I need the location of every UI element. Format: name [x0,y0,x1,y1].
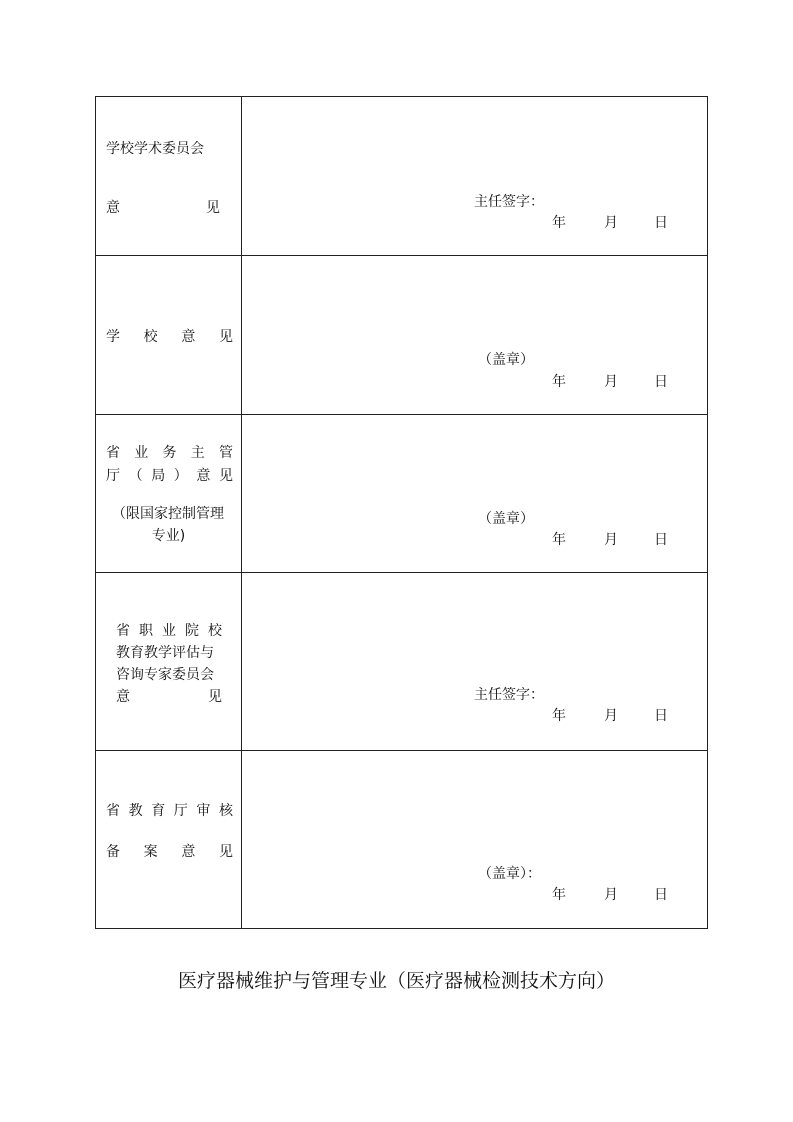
label-char: 见 [218,329,233,345]
row-divider [96,572,707,573]
label-char: 意 [116,689,130,705]
month-label: 月 [604,532,618,548]
provincial-dept-label-line1 [106,442,233,464]
date-line [552,529,668,549]
label-char: 校 [143,329,158,345]
label-char: 厅 [173,803,188,819]
label-char: 意 [196,468,211,484]
label-char: 院 [185,623,199,639]
label-char: 意 [106,200,120,216]
date-line [552,212,668,232]
year-label: 年 [552,708,566,724]
label-char: 务 [162,445,177,461]
label-char: 意 [181,844,196,860]
year-label: 年 [552,374,566,390]
year-label: 年 [552,532,566,548]
document-footer-title: 医疗器械维护与管理专业（医疗器械检测技术方向） [177,970,615,992]
month-label: 月 [604,887,618,903]
label-char: 省 [106,803,120,819]
academic-committee-label: 学校学术委员会 [106,141,204,157]
label-char: 意 [181,329,196,345]
label-char: 见 [208,689,222,705]
date-line [552,705,668,725]
day-label: 日 [654,708,668,724]
label-char: 备 [106,844,120,860]
year-label: 年 [552,887,566,903]
expert-committee-label-line3: 咨询专家委员会 [116,667,214,683]
seal-label: （盖章） [478,511,534,527]
label-char: 核 [218,803,233,819]
education-dept-label-line2 [106,841,233,863]
row-divider [96,750,707,751]
row-divider [96,255,707,256]
academic-committee-label-line2 [106,197,220,219]
label-char: 见 [218,468,233,484]
provincial-dept-label-line2 [106,465,233,487]
label-char: 育 [151,803,166,819]
label-char: 学 [106,329,120,345]
label-char: 省 [106,445,120,461]
row-divider [96,414,707,415]
date-line [552,371,668,391]
education-dept-label-line1 [106,800,233,822]
label-char: 管 [219,445,233,461]
label-char: 主 [190,445,205,461]
expert-committee-label-line2: 教育教学评估与 [116,645,214,661]
label-char: 职 [139,623,153,639]
label-char: 业 [134,445,149,461]
label-char: 业 [162,623,176,639]
label-char: （ [128,468,143,484]
label-char: ） [173,468,188,484]
expert-committee-label-line4 [116,686,222,708]
approval-form-table [95,96,708,929]
label-char: 教 [128,803,143,819]
date-line [552,884,668,904]
seal-label: （盖章）： [478,866,541,882]
day-label: 日 [654,887,668,903]
director-signature-label: 主任签字： [474,687,544,703]
label-char: 省 [116,623,130,639]
column-divider [241,97,242,928]
day-label: 日 [654,532,668,548]
month-label: 月 [604,374,618,390]
year-label: 年 [552,215,566,231]
label-char: 见 [218,844,233,860]
day-label: 日 [654,215,668,231]
expert-committee-label-line1 [116,620,222,642]
day-label: 日 [654,374,668,390]
provincial-dept-note-line2: 专业) [151,528,186,544]
month-label: 月 [604,708,618,724]
label-char: 厅 [106,468,120,484]
provincial-dept-note: （限国家控制管理 [112,506,224,522]
label-char: 见 [206,200,220,216]
month-label: 月 [604,215,618,231]
school-opinion-label [106,326,233,348]
label-char: 校 [208,623,222,639]
label-char: 局 [151,468,166,484]
label-char: 案 [143,844,158,860]
label-char: 审 [196,803,211,819]
seal-label: （盖章） [478,352,534,368]
director-signature-label: 主任签字： [474,194,544,210]
